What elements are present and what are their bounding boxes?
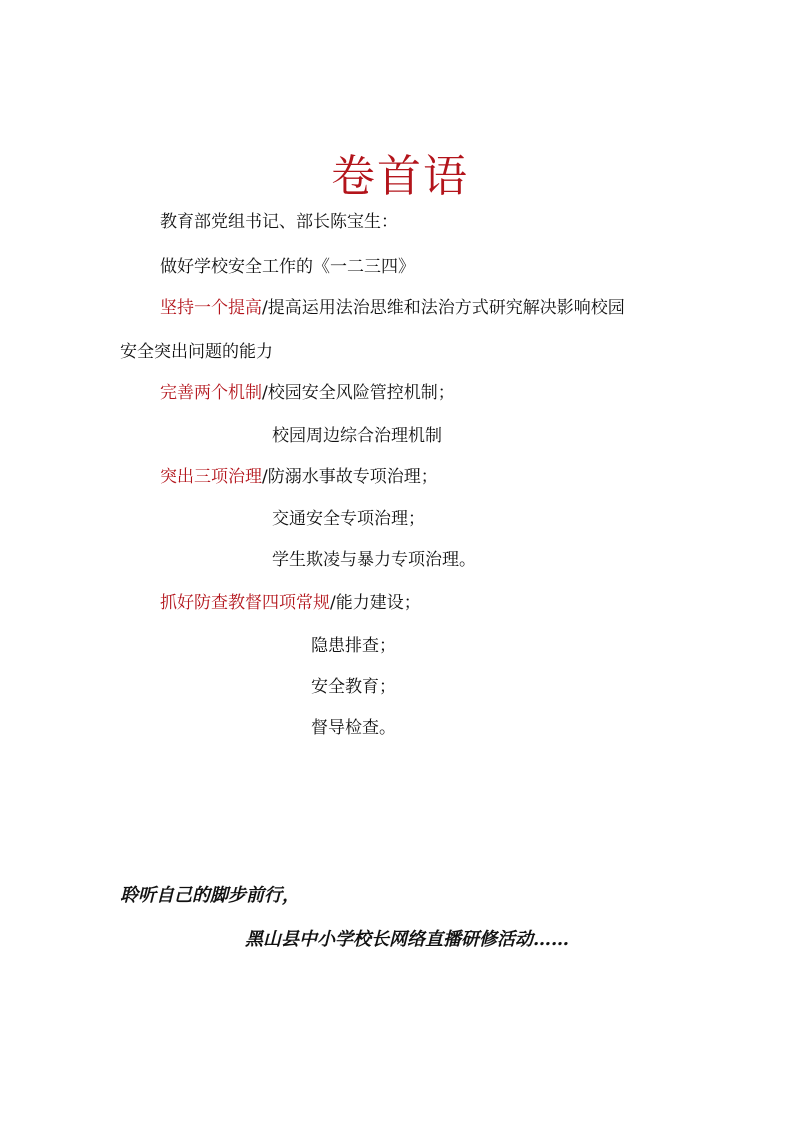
item-4-highlight: 抓好防查教督四项常规 bbox=[160, 593, 330, 613]
item-2 bbox=[160, 382, 455, 404]
closing-line-1: 聆听自己的脚步前行， bbox=[120, 885, 300, 906]
item-2-highlight: 完善两个机制 bbox=[160, 383, 262, 403]
item-1-text: /提高运用法治思维和法治方式研究解决影响校园 bbox=[262, 298, 625, 318]
author-line: 教育部党组书记、部长陈宝生： bbox=[160, 212, 398, 232]
item-2-text: /校园安全风险管控机制； bbox=[262, 383, 455, 403]
item-4 bbox=[160, 592, 421, 614]
item-3-sub-2: 学生欺凌与暴力专项治理。 bbox=[272, 550, 476, 570]
page-title: 卷首语 bbox=[331, 151, 469, 202]
item-3-sub-1: 交通安全专项治理； bbox=[272, 509, 425, 529]
item-4-sub-1: 隐患排查； bbox=[311, 636, 396, 656]
item-3-highlight: 突出三项治理 bbox=[160, 467, 262, 487]
item-4-sub-3: 督导检查。 bbox=[311, 718, 396, 738]
subtitle: 做好学校安全工作的《一二三四》 bbox=[160, 257, 415, 277]
closing-line-2: 黑山县中小学校长网络直播研修活动…… bbox=[245, 929, 569, 950]
item-1 bbox=[160, 297, 625, 319]
item-3-text: /防溺水事故专项治理； bbox=[262, 467, 438, 487]
item-1-highlight: 坚持一个提高 bbox=[160, 298, 262, 318]
item-3 bbox=[160, 466, 438, 488]
item-2-sub-1: 校园周边综合治理机制 bbox=[272, 426, 442, 446]
item-4-sub-2: 安全教育； bbox=[311, 677, 396, 697]
item-4-text: /能力建设； bbox=[330, 593, 421, 613]
item-1-continuation: 安全突出问题的能力 bbox=[120, 342, 273, 362]
